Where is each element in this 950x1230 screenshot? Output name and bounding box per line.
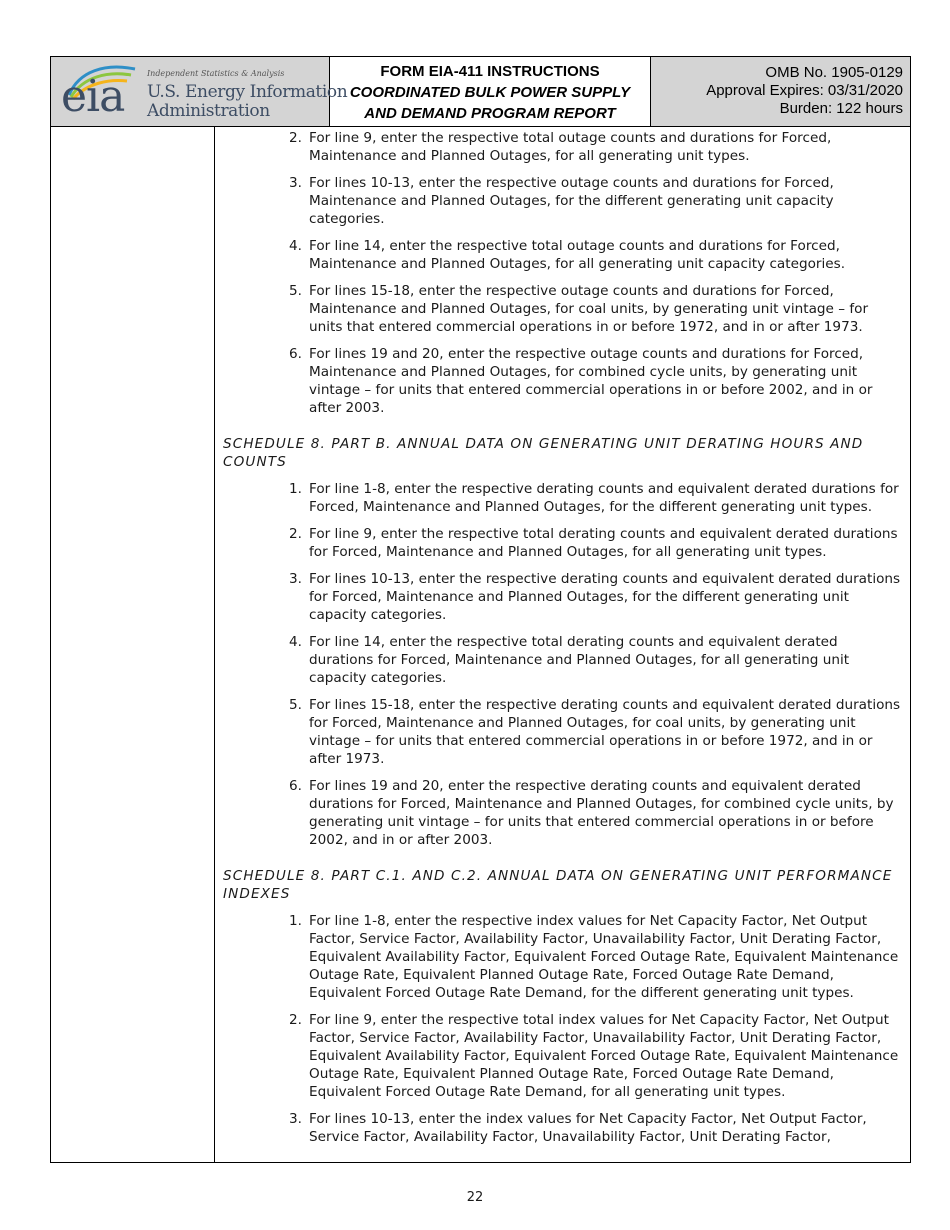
item-text: For line 1-8, enter the respective derating counts and equivalent derated durations for Forced, Maintenance and Planned Outages, for the different generating unit types. xyxy=(309,481,899,515)
part-c-heading: SCHEDULE 8. PART C.1. AND C.2. ANNUAL DATA ON GENERATING UNIT PERFORMANCE INDEXES xyxy=(223,868,893,902)
item-text: For lines 19 and 20, enter the respective derating counts and equivalent derated durations for Forced, Maintenance and Planned Outages, for combined cycle units, by generating unit vintage – for units that entered commercial operations in or before 2002, and in or after 2003. xyxy=(309,778,894,848)
list-item xyxy=(223,570,903,624)
instructions-content xyxy=(223,129,903,1161)
eia-logo-text: eia xyxy=(61,71,125,122)
agency-name-line-2: Administration xyxy=(147,101,270,121)
item-number: 2. xyxy=(289,130,302,146)
part-a-list xyxy=(223,129,903,417)
item-text: For line 9, enter the respective total index values for Net Capacity Factor, Net Output Factor, Service Factor, Availability Factor, Unavailability Factor, Unit Derating Factor, Equivalent Availability Factor, Equivalent Forced Outage Rate, Equivalent Maintenance Outage Rate, Equivalent Planned Outage Rate, Forced Outage Rate Demand, Equivalent Forced Outage Rate Demand, for all generating unit types. xyxy=(309,1012,899,1100)
form-title-line-2: COORDINATED BULK POWER SUPPLY xyxy=(349,84,631,101)
item-number: 1. xyxy=(289,481,302,497)
list-item xyxy=(223,1110,903,1146)
item-text: For line 14, enter the respective total derating counts and equivalent derated durations for Forced, Maintenance and Planned Outages, for all generating unit capacity categories. xyxy=(309,634,850,686)
list-item xyxy=(223,696,903,768)
item-number: 2. xyxy=(289,1012,302,1028)
item-text: For lines 15-18, enter the respective outage counts and durations for Forced, Maintenance and Planned Outages, for coal units, by generating unit vintage – for units that entered commercial operations in or before 1972, and in or after 1973. xyxy=(309,283,869,335)
item-text: For line 1-8, enter the respective index values for Net Capacity Factor, Net Output Factor, Service Factor, Availability Factor, Unavailability Factor, Unit Derating Factor, Equivalent Availability Factor, Equivalent Forced Outage Rate, Equivalent Maintenance Outage Rate, Equivalent Planned Outage Rate, Forced Outage Rate Demand, Equivalent Forced Outage Rate Demand, for the different generating unit types. xyxy=(309,913,899,1001)
part-b-list xyxy=(223,480,903,849)
list-item xyxy=(223,345,903,417)
item-text: For line 9, enter the respective total outage counts and durations for Forced, Maintenance and Planned Outages, for all generating unit types. xyxy=(309,130,832,164)
logo-tagline: Independent Statistics & Analysis xyxy=(147,69,285,78)
item-text: For lines 10-13, enter the respective outage counts and durations for Forced, Maintenance and Planned Outages, for the different generating unit capacity categories. xyxy=(309,175,834,227)
approval-expiry: Approval Expires: 03/31/2020 xyxy=(706,82,903,99)
item-number: 3. xyxy=(289,175,302,191)
item-number: 5. xyxy=(289,697,302,713)
item-text: For lines 10-13, enter the respective derating counts and equivalent derated durations for Forced, Maintenance and Planned Outages, for the different generating unit capacity categories. xyxy=(309,571,901,623)
item-number: 3. xyxy=(289,1111,302,1127)
form-title-line-1: FORM EIA-411 INSTRUCTIONS xyxy=(380,63,600,80)
item-number: 5. xyxy=(289,283,302,299)
list-item xyxy=(223,282,903,336)
item-number: 4. xyxy=(289,634,302,650)
item-number: 2. xyxy=(289,526,302,542)
item-number: 6. xyxy=(289,778,302,794)
list-item xyxy=(223,912,903,1002)
list-item xyxy=(223,633,903,687)
list-item xyxy=(223,525,903,561)
item-text: For line 9, enter the respective total derating counts and equivalent derated durations for Forced, Maintenance and Planned Outages, for all generating unit types. xyxy=(309,526,898,560)
page-number: 22 xyxy=(466,1190,484,1205)
form-title-line-3: AND DEMAND PROGRAM REPORT xyxy=(364,105,616,122)
item-text: For lines 10-13, enter the index values for Net Capacity Factor, Net Output Factor, Service Factor, Availability Factor, Unavailability Factor, Unit Derating Factor, xyxy=(309,1111,867,1145)
omb-number: OMB No. 1905-0129 xyxy=(765,64,903,81)
agency-name xyxy=(147,83,347,121)
list-item xyxy=(223,237,903,273)
item-number: 6. xyxy=(289,346,302,362)
item-text: For lines 19 and 20, enter the respective outage counts and durations for Forced, Maintenance and Planned Outages, for combined cycle units, by generating unit vintage – for units that entered commercial operations in or before 2002, and in or after 2003. xyxy=(309,346,873,416)
item-text: For line 14, enter the respective total outage counts and durations for Forced, Maintenance and Planned Outages, for all generating unit capacity categories. xyxy=(309,238,846,272)
part-c-list xyxy=(223,912,903,1146)
omb-info xyxy=(651,57,910,126)
agency-name-line-1: U.S. Energy Information xyxy=(147,82,348,102)
list-item xyxy=(223,777,903,849)
column-divider xyxy=(214,127,215,1163)
list-item xyxy=(223,480,903,516)
burden-hours: Burden: 122 hours xyxy=(779,100,903,117)
form-title xyxy=(330,57,651,126)
part-b-heading: SCHEDULE 8. PART B. ANNUAL DATA ON GENERATING UNIT DERATING HOURS AND COUNTS xyxy=(223,436,864,470)
item-number: 1. xyxy=(289,913,302,929)
eia-logo-block xyxy=(51,57,348,126)
list-item xyxy=(223,174,903,228)
item-text: For lines 15-18, enter the respective derating counts and equivalent derated durations for Forced, Maintenance and Planned Outages, for coal units, by generating unit vintage – for units that entered commercial operations in or before 1972, and in or after 1973. xyxy=(309,697,901,767)
item-number: 3. xyxy=(289,571,302,587)
list-item xyxy=(223,129,903,165)
item-number: 4. xyxy=(289,238,302,254)
form-header xyxy=(50,56,911,127)
list-item xyxy=(223,1011,903,1101)
